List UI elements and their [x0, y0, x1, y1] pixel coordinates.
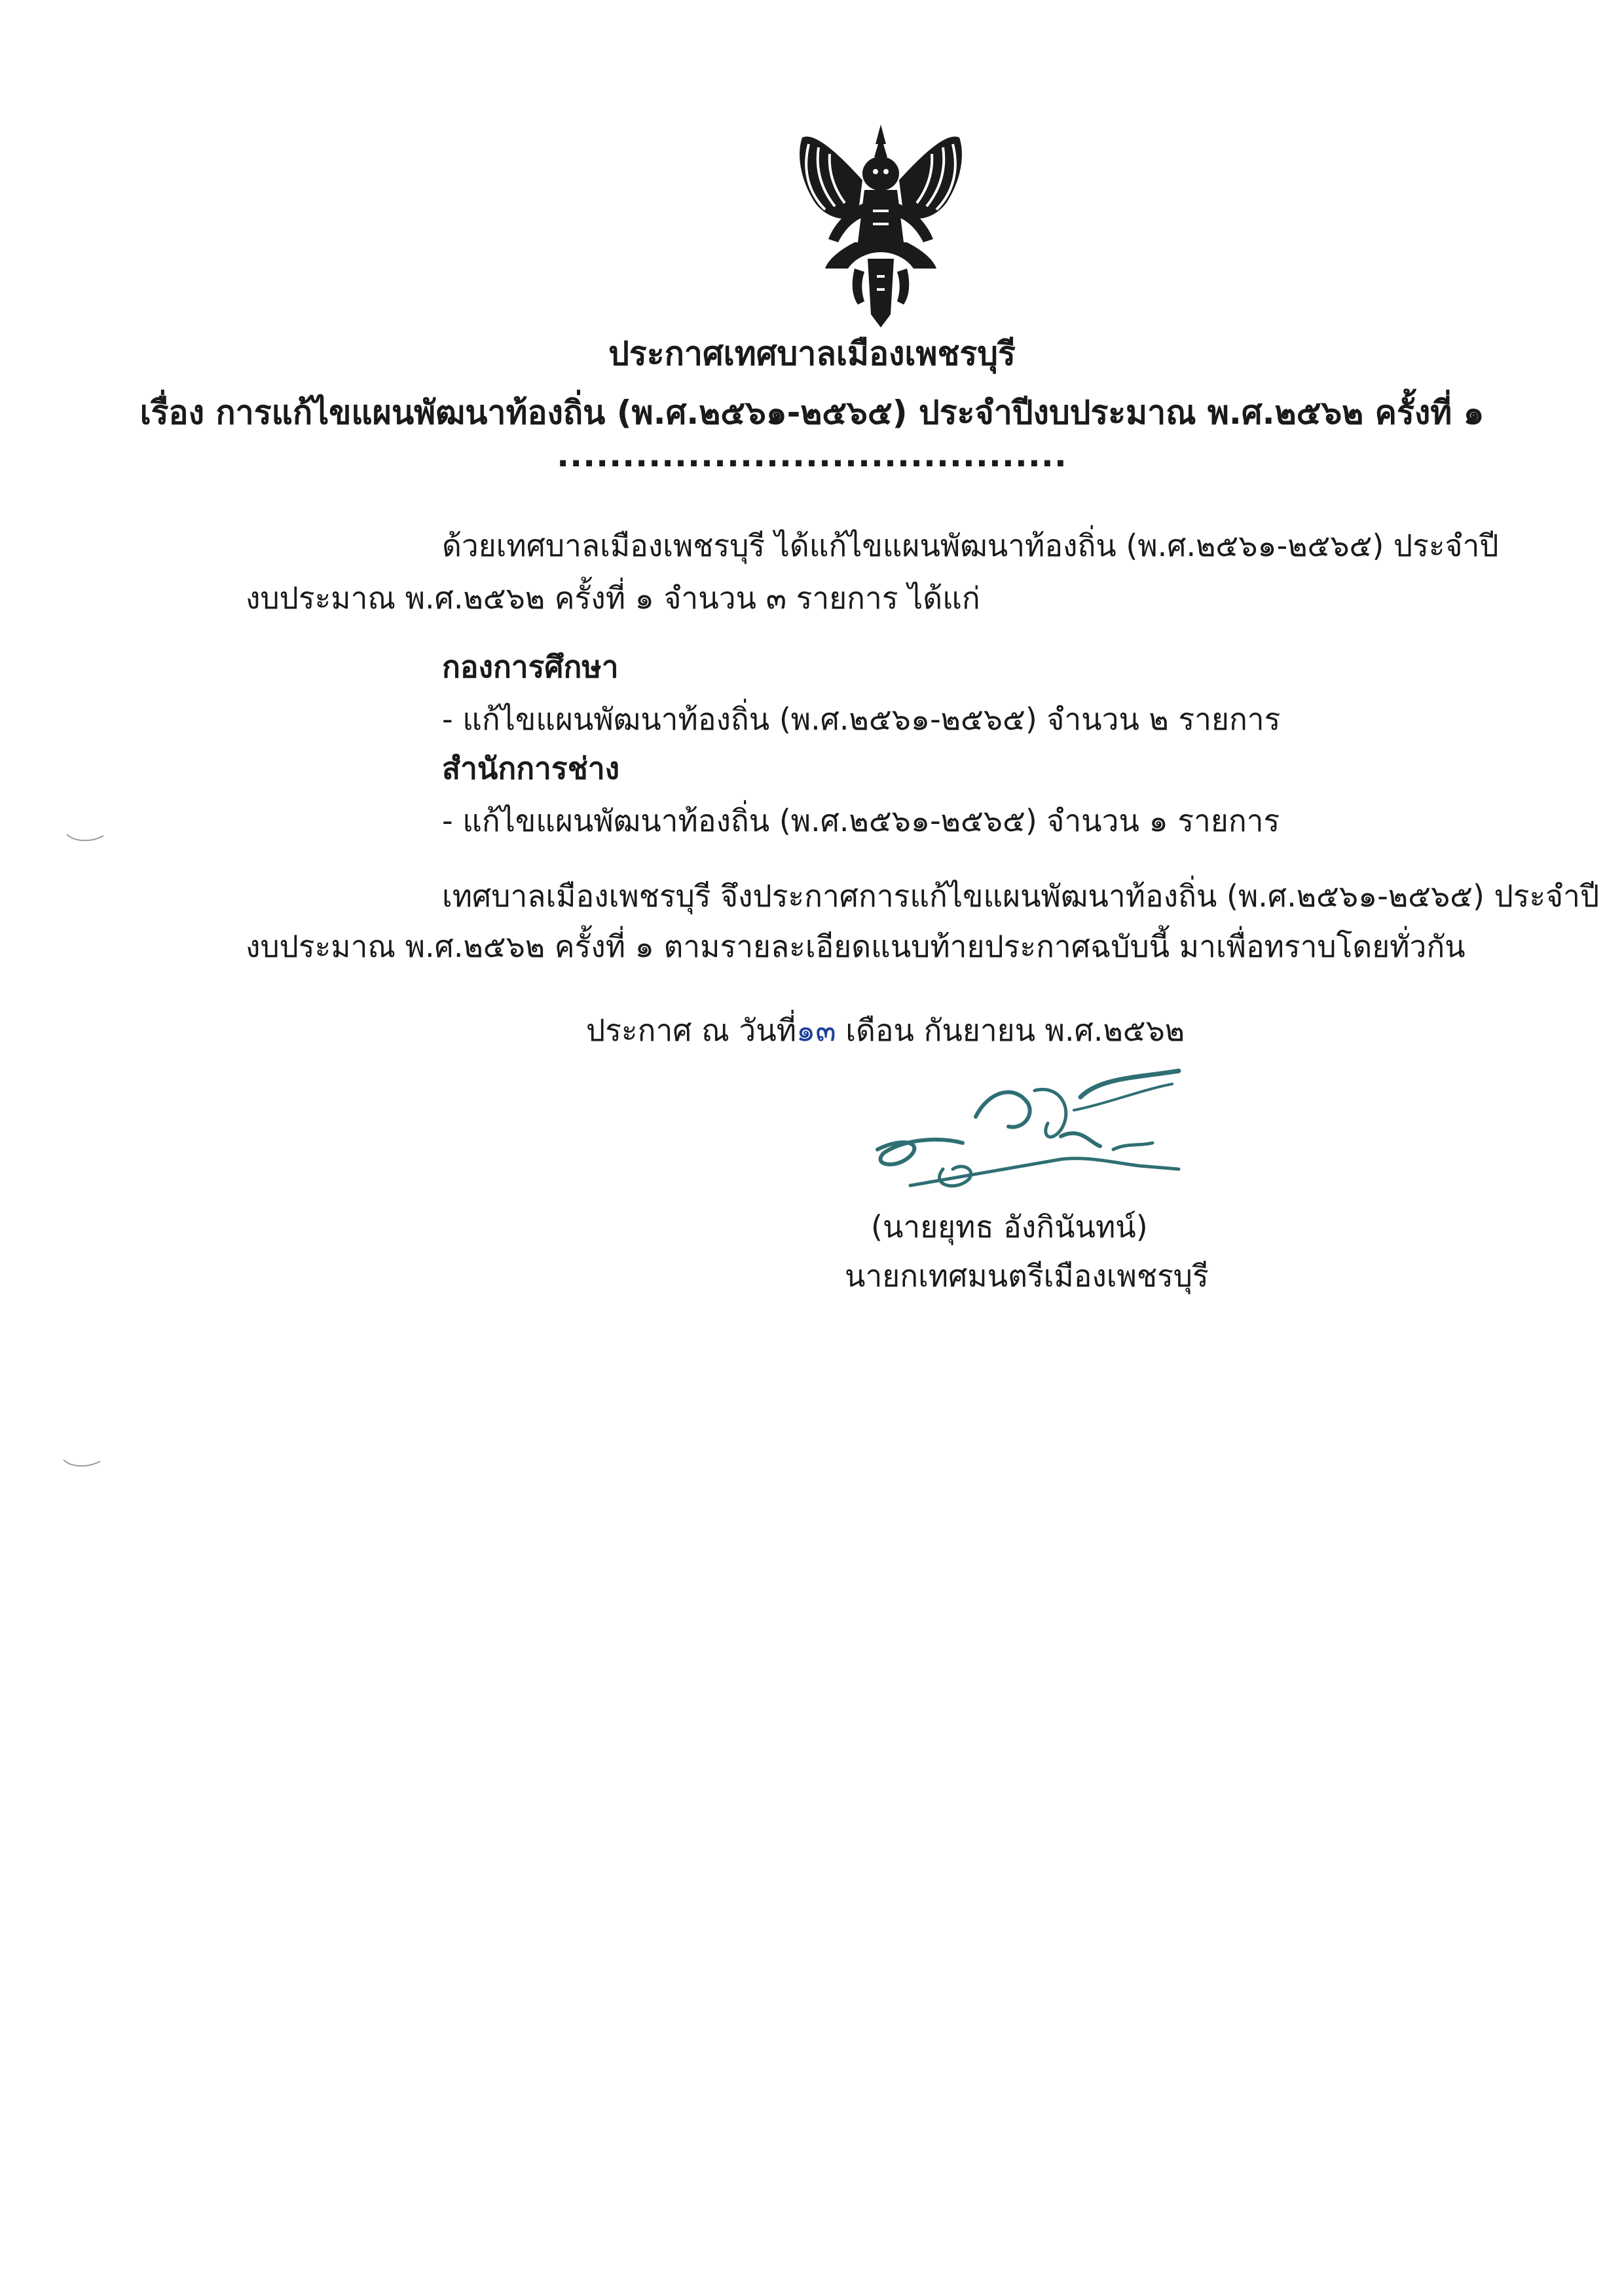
intro-line-2: งบประมาณ พ.ศ.๒๕๖๒ ครั้งที่ ๑ จำนวน ๓ รายการ ได้แก่	[246, 580, 980, 616]
announcement-date	[586, 1009, 1185, 1052]
signatory-position: นายกเทศมนตรีเมืองเพชรบุรี	[845, 1258, 1209, 1294]
department-item: - แก้ไขแผนพัฒนาท้องถิ่น (พ.ศ.๒๕๖๑-๒๕๖๕) จำนวน ๑ รายการ	[442, 803, 1280, 838]
announcement-subject: เรื่อง การแก้ไขแผนพัฒนาท้องถิ่น (พ.ศ.๒๕๖๑-๒๕๖๕) ประจำปีงบประมาณ พ.ศ.๒๕๖๒ ครั้งที่ ๑	[139, 394, 1485, 432]
date-suffix: เดือน กันยายน พ.ศ.๒๕๖๒	[836, 1013, 1185, 1048]
title-separator: .......................................	[557, 436, 1067, 474]
handwritten-signature-icon	[864, 1064, 1205, 1195]
scan-mark-icon	[65, 832, 105, 845]
date-prefix: ประกาศ ณ วันที่	[586, 1013, 797, 1048]
closing-line-2: งบประมาณ พ.ศ.๒๕๖๒ ครั้งที่ ๑ ตามรายละเอียดแนบท้ายประกาศฉบับนี้ มาเพื่อทราบโดยทั่วกัน	[246, 929, 1466, 964]
date-day: ๑๓	[796, 1013, 836, 1048]
closing-line-1: เทศบาลเมืองเพชรบุรี จึงประกาศการแก้ไขแผนพัฒนาท้องถิ่น (พ.ศ.๒๕๖๑-๒๕๖๕) ประจำปี	[442, 878, 1600, 914]
scan-mark-icon	[62, 1457, 101, 1470]
intro-line-1: ด้วยเทศบาลเมืองเพชรบุรี ได้แก้ไขแผนพัฒนาท้องถิ่น (พ.ศ.๒๕๖๑-๒๕๖๕) ประจำปี	[442, 528, 1499, 563]
department-item: - แก้ไขแผนพัฒนาท้องถิ่น (พ.ศ.๒๕๖๑-๒๕๖๕) จำนวน ๒ รายการ	[442, 701, 1281, 737]
announcement-title: ประกาศเทศบาลเมืองเพชรบุรี	[608, 335, 1016, 373]
department-name: สำนักการช่าง	[442, 751, 620, 786]
garuda-emblem-icon	[789, 118, 972, 334]
department-name: กองการศึกษา	[442, 649, 619, 684]
signatory-name: (นายยุทธ อังกินันทน์)	[871, 1209, 1148, 1244]
